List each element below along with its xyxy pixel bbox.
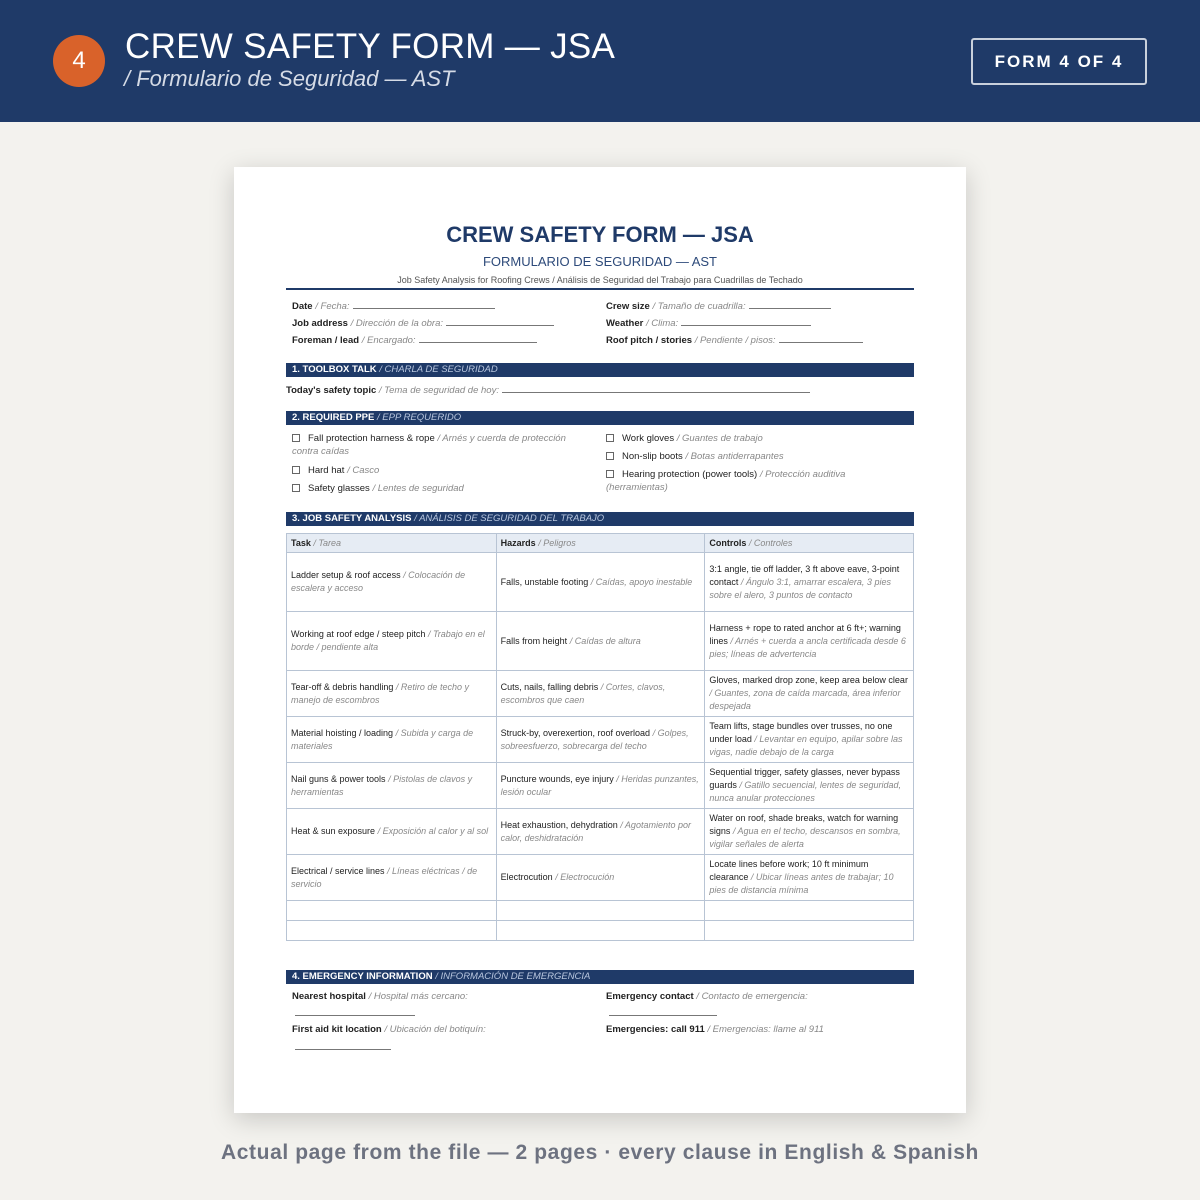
section-ppe-header: 2. REQUIRED PPE / EPP REQUERIDO <box>286 411 914 425</box>
hazard-cell: Cuts, nails, falling debris / Cortes, clavos, escombros que caen <box>496 671 705 717</box>
control-cell: Team lifts, stage bundles over trusses, no one under load / Levantar en equipo, apilar sobre las vigas, nadie debajo de la carga <box>705 717 914 763</box>
empty-table-row <box>287 901 914 921</box>
weather-line[interactable] <box>681 317 811 326</box>
control-cell[interactable] <box>705 921 914 941</box>
ppe-checkbox[interactable] <box>606 434 614 442</box>
table-row <box>287 809 914 855</box>
emergency-contact-line[interactable] <box>609 1007 717 1016</box>
hazard-cell: Electrocution / Electrocución <box>496 855 705 901</box>
control-cell: Locate lines before work; 10 ft minimum clearance / Ubicar líneas antes de trabajar; 10 pies de distancia mínima <box>705 855 914 901</box>
jsa-table <box>286 533 914 941</box>
foreman-field: Foreman / lead / Encargado: <box>292 334 537 346</box>
section-emergency-header: 4. EMERGENCY INFORMATION / INFORMACIÓN DE EMERGENCIA <box>286 970 914 984</box>
table-row <box>287 763 914 809</box>
weather-field: Weather / Clima: <box>606 317 811 329</box>
step-number-badge: 4 <box>53 35 105 87</box>
safety-topic-line[interactable] <box>502 384 810 393</box>
control-cell: Water on roof, shade breaks, watch for warning signs / Agua en el techo, descansos en sombra, vigilar señales de alerta <box>705 809 914 855</box>
nearest-hospital-line[interactable] <box>295 1007 415 1016</box>
control-cell: 3:1 angle, tie off ladder, 3 ft above eave, 3-point contact / Ángulo 3:1, amarrar escalera, 3 pies sobre el alero, 3 puntos de contacto <box>705 553 914 612</box>
foreman-line[interactable] <box>419 334 537 343</box>
ppe-item-boots: Non-slip boots / Botas antiderrapantes <box>606 450 906 463</box>
ppe-checkbox[interactable] <box>606 470 614 478</box>
ppe-checkbox[interactable] <box>292 484 300 492</box>
nearest-hospital-field: Nearest hospital / Hospital más cercano: <box>292 991 468 1002</box>
section-jsa-header: 3. JOB SAFETY ANALYSIS / ANÁLISIS DE SEGURIDAD DEL TRABAJO <box>286 512 914 526</box>
control-cell[interactable] <box>705 901 914 921</box>
date-line[interactable] <box>353 300 495 309</box>
hazard-cell[interactable] <box>496 901 705 921</box>
header-banner <box>0 0 1200 122</box>
jsa-table-body <box>287 553 914 941</box>
ppe-item-safety-glasses: Safety glasses / Lentes de seguridad <box>292 482 582 495</box>
ppe-item-hard-hat: Hard hat / Casco <box>292 464 582 477</box>
ppe-checkbox[interactable] <box>292 466 300 474</box>
task-cell: Electrical / service lines / Líneas eléctricas / de servicio <box>287 855 497 901</box>
hazard-cell[interactable] <box>496 921 705 941</box>
task-cell: Tear-off & debris handling / Retiro de techo y manejo de escombros <box>287 671 497 717</box>
task-cell: Heat & sun exposure / Exposición al calor y al sol <box>287 809 497 855</box>
title-divider <box>286 288 914 290</box>
table-row <box>287 553 914 612</box>
jsa-header-row <box>287 534 914 553</box>
ppe-item-harness: Fall protection harness & rope / Arnés y cuerda de protección contra caídas <box>292 433 566 457</box>
document-subtitle: FORMULARIO DE SEGURIDAD — AST <box>482 254 718 269</box>
crew-size-line[interactable] <box>749 300 831 309</box>
job-address-field: Job address / Dirección de la obra: <box>292 317 554 329</box>
crew-size-field: Crew size / Tamaño de cuadrilla: <box>606 300 831 312</box>
first-aid-line[interactable] <box>295 1041 391 1050</box>
roof-pitch-line[interactable] <box>779 334 863 343</box>
ppe-checkbox[interactable] <box>292 434 300 442</box>
first-aid-field: First aid kit location / Ubicación del botiquín: <box>292 1024 486 1035</box>
date-field: Date / Fecha: <box>292 300 495 312</box>
emergencies-911-field: Emergencies: call 911 / Emergencias: llame al 911 <box>606 1024 824 1035</box>
task-cell: Ladder setup & roof access / Colocación de escalera y acceso <box>287 553 497 612</box>
hazard-cell: Falls, unstable footing / Caídas, apoyo inestable <box>496 553 705 612</box>
form-count-tag: FORM 4 OF 4 <box>971 38 1147 85</box>
ppe-item-hearing: Hearing protection (power tools) / Protección auditiva (herramientas) <box>606 469 846 493</box>
table-row <box>287 855 914 901</box>
column-header-hazards: Hazards / Peligros <box>496 534 705 553</box>
task-cell: Working at roof edge / steep pitch / Trabajo en el borde / pendiente alta <box>287 612 497 671</box>
control-cell: Sequential trigger, safety glasses, never bypass guards / Gatillo secuencial, lentes de seguridad, nunca anular protecciones <box>705 763 914 809</box>
footer-caption: Actual page from the file — 2 pages · every clause in English & Spanish <box>221 1141 979 1164</box>
empty-table-row <box>287 921 914 941</box>
banner-title: CREW SAFETY FORM — JSA <box>125 27 616 66</box>
document-title: CREW SAFETY FORM — JSA <box>446 222 754 247</box>
safety-topic-field: Today's safety topic / Tema de seguridad de hoy: <box>286 384 810 396</box>
ppe-checkbox[interactable] <box>606 452 614 460</box>
hazard-cell: Falls from height / Caídas de altura <box>496 612 705 671</box>
section-toolbox-talk-header: 1. TOOLBOX TALK / CHARLA DE SEGURIDAD <box>286 363 914 377</box>
hazard-cell: Struck-by, overexertion, roof overload / Golpes, sobreesfuerzo, sobrecarga del techo <box>496 717 705 763</box>
task-cell[interactable] <box>287 921 497 941</box>
hazard-cell: Puncture wounds, eye injury / Heridas punzantes, lesión ocular <box>496 763 705 809</box>
table-row <box>287 671 914 717</box>
job-address-line[interactable] <box>446 317 554 326</box>
control-cell: Gloves, marked drop zone, keep area below clear / Guantes, zona de caída marcada, área inferior despejada <box>705 671 914 717</box>
document-description: Job Safety Analysis for Roofing Crews / Análisis de Seguridad del Trabajo para Cuadrillas de Techado <box>397 275 803 285</box>
hazard-cell: Heat exhaustion, dehydration / Agotamiento por calor, deshidratación <box>496 809 705 855</box>
task-cell: Nail guns & power tools / Pistolas de clavos y herramientas <box>287 763 497 809</box>
column-header-task: Task / Tarea <box>287 534 497 553</box>
roof-pitch-field: Roof pitch / stories / Pendiente / pisos: <box>606 334 863 346</box>
emergency-contact-field: Emergency contact / Contacto de emergencia: <box>606 991 808 1002</box>
table-row <box>287 612 914 671</box>
control-cell: Harness + rope to rated anchor at 6 ft+; warning lines / Arnés + cuerda a ancla certificada desde 6 pies; líneas de advertencia <box>705 612 914 671</box>
column-header-controls: Controls / Controles <box>705 534 914 553</box>
table-row <box>287 717 914 763</box>
ppe-item-gloves: Work gloves / Guantes de trabajo <box>606 432 906 445</box>
task-cell[interactable] <box>287 901 497 921</box>
document-preview <box>234 167 966 1113</box>
banner-subtitle: / Formulario de Seguridad — AST <box>124 66 455 91</box>
task-cell: Material hoisting / loading / Subida y carga de materiales <box>287 717 497 763</box>
